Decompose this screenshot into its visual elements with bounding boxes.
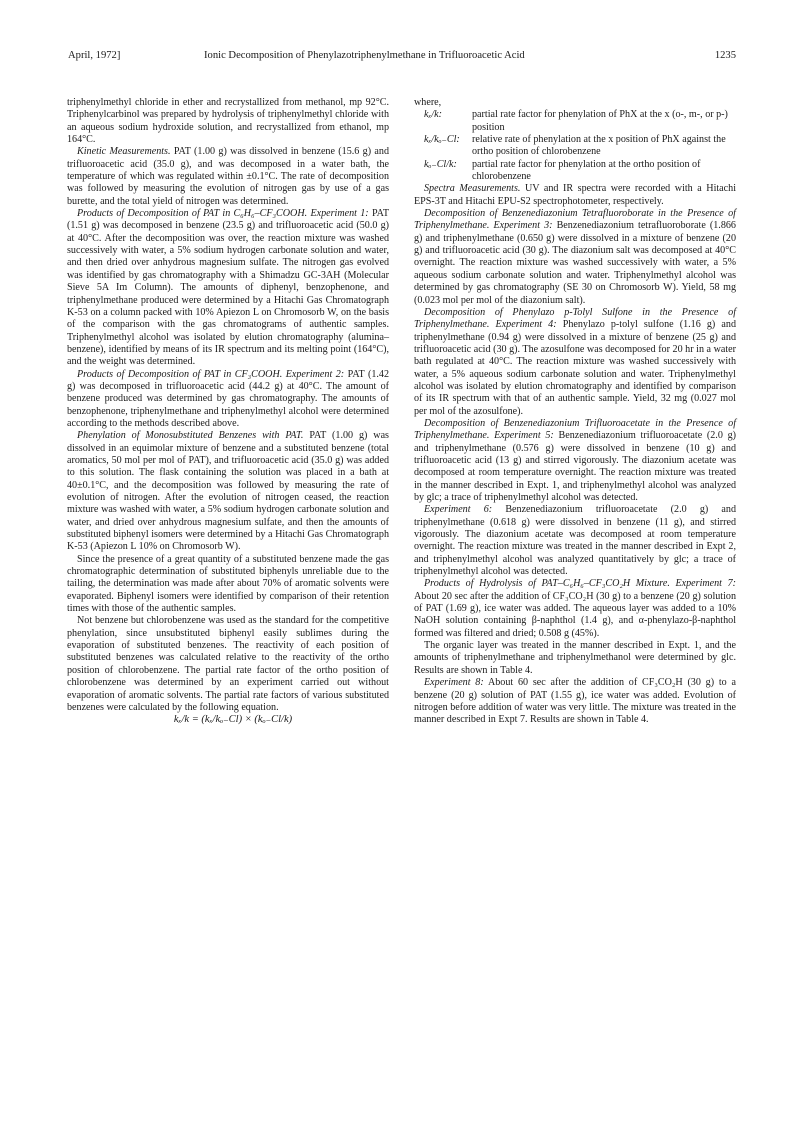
paragraph-text: The organic layer was treated in the manner described in Expt. 1, and the amounts of triphenylmethane and triphenylmethanol were determined by glc. Results are shown in Table 4.: [414, 640, 736, 676]
paragraph-experiment-3: [414, 208, 736, 307]
running-header: [68, 50, 736, 66]
paragraph-experiment-7: [414, 578, 736, 640]
paragraph-text: Benzenediazonium tetrafluoroborate (1.866 g) and triphenylmethane (0.650 g) were dissolved in a mixture of benzene (20 g) and trifluoroacetic acid (30 g). The diazonium salt was decomposed at 40°C overnight. The reaction mixture was washed successively with water, a 5% aqueous sodium carbonate solution and water. Triphenylmethyl alcohol was determined by gas chromatography (SE 30 on Chromosorb W). Yield, 58 mg (0.023 mol per mol of the diazonium salt).: [414, 220, 736, 306]
paragraph-text: Phenylazo p-tolyl sulfone (1.16 g) and triphenylmethane (0.94 g) were dissolved in a mixture of benzene (25 g) and trifluoroacetic acid (30 g). The azosulfone was decomposed for 20 hr in a water bath regulated at 40°C. The reaction mixture was washed successively with water, a 5% aqueous sodium carbonate solution and water. Triphenylmethyl alcohol was isolated by elution chromatography and identified by comparison of its IR spectrum with that of an authentic sample. Yield, 32 mg (0.027 mol per mol of the azosulfone).: [414, 319, 736, 417]
definition-row: [414, 109, 736, 134]
paragraph-text: Benzenediazonium trifluoroacetate (2.0 g) and triphenylmethane (0.618 g) were dissolved in benzene (11 g), and stirred vigorously. The diazonium acetate was decomposed at room temperature overnight. The reaction mixture was treated in the manner described in Expt 2, and triphenylmethyl alcohol was analyzed quantitatively by glc; a trace of triphenylmethyl alcohol was detected.: [414, 504, 736, 578]
header-title: Ionic Decomposition of Phenylazotriphenylmethane in Trifluoroacetic Acid: [204, 50, 525, 61]
paragraph: [67, 97, 389, 146]
definition-text: partial rate factor for phenylation at the ortho position of chlorobenzene: [472, 158, 701, 183]
section-heading: Spectra Measurements.: [424, 183, 521, 195]
section-heading: Kinetic Measurements.: [77, 146, 171, 158]
paragraph-spectra: [414, 183, 736, 208]
section-heading: Experiment 8:: [424, 677, 484, 689]
definition-text: partial rate factor for phenylation of PhX at the x (o-, m-, or p-) position: [472, 109, 728, 133]
paragraph-text: Not benzene but chlorobenzene was used as the standard for the competitive phenylation, since unsubstituted biphenyl easily sublimes during the evaporation of substituted benzenes. The reactivity of each position of substituted benzenes was calculated relative to the reactivity of the ortho position of chlorobenzene. The partial rate factor of the ortho position of chlorobenzene was determined by an experiment carried out without evaporation of aromatic solvents. The partial rate factors of various substituted benzenes were calculated by the following equation.: [67, 615, 389, 713]
where-label: where,: [414, 97, 442, 108]
paragraph-experiment-6: [414, 504, 736, 578]
section-heading: Decomposition of Benzenediazonium Tetrafluoroborate in the Presence of Triphenylmethane. Experiment 3:: [414, 208, 736, 232]
paragraph-kinetic: [67, 146, 389, 208]
section-heading: Products of Hydrolysis of PAT–C₆H₆–CF₃CO₂H Mixture. Experiment 7:: [424, 578, 736, 590]
definition-symbol: kₓ/kₒ₋Cl:: [424, 134, 460, 146]
definition-row: [414, 159, 736, 184]
section-heading: Products of Decomposition of PAT in C₆H₆–CF₃COOH. Experiment 1:: [77, 208, 369, 220]
paragraph-text: Benzenediazonium trifluoroacetate (2.0 g) and triphenylmethane (0.576 g) were dissolved in benzene (10 g) and trifluoroacetic acid (13 g) and stirred vigorously. The diazonium acetate was decomposed at room temperature overnight. The reaction mixture was treated in the manner described in Expt. 1, and triphenylmethyl alcohol was analyzed by glc; a trace of triphenylmethyl alcohol was detected.: [414, 430, 736, 503]
definition-symbol: kₒ₋Cl/k:: [424, 158, 457, 170]
paragraph-phenylation: [67, 430, 389, 553]
definition-text: relative rate of phenylation at the x position of PhX against the ortho position of chlorobenzene: [472, 134, 726, 158]
right-column: [414, 97, 736, 727]
paragraph-experiment-4: [414, 307, 736, 418]
paragraph-text: Since the presence of a great quantity of a substituted benzene made the gas chromatographic determination of substituted biphenyls unreliable due to the tailing, the determination was made after about 70% of aromatic solvents were evaporated. Biphenyl isomers were identified by comparison of their retention times with those of the authentic samples.: [67, 553, 389, 615]
paragraph-text: triphenylmethyl chloride in ether and recrystallized from methanol, mp 92°C. Triphenylcarbinol was prepared by hydrolysis of triphenylmethyl chloride with an aqueous sodium hydroxide solution, and recrystallized from ethanol, mp 164°C.: [67, 97, 389, 146]
paragraph-text: PAT (1.51 g) was decomposed in benzene (23.5 g) and trifluoroacetic acid (50.0 g) at 40°C. After the decomposition was over, the reaction mixture was washed successively with water, a 5% sodium hydrogen carbonate solution and water, and then dried over anhydrous magnesium sulfate. The nitrogen gas evolved was identified by gas chromatography with a Shimadzu GC-3AH (Molecular Sieve 5A Im Column). The amounts of diphenyl, benzophenone, and triphenylmethane produced were determined by a Hitachi Gas Chromatograph K-53 on a column packed with 10% Apiezon L on Chromosorb W, on the basis of the comparison with the gas chromatograms of authentic samples. Triphenylmethyl alcohol was isolated by elution chromatography (alumina–benzene), identified by means of its IR spectrum and its melting point (164°C), and the weight was determined.: [67, 208, 389, 368]
paragraph-experiment-1: [67, 208, 389, 368]
paragraph: [414, 640, 736, 677]
section-heading: Experiment 6:: [424, 504, 493, 516]
paragraph-text: PAT (1.00 g) was dissolved in an equimolar mixture of benzene and a substituted benzene (total aromatics, 50 mol per mol of PAT), and trifluoroacetic acid (35.0 g) was added to this solution. The flask containing the solution was placed in a bath at 40±0.1°C, and the decomposition was followed by measuring the rate of evolution of nitrogen. After the evolution of nitrogen ceased, the reaction mixture was washed with water, a 5% sodium hydrogen carbonate solution and water, and dried over anhydrous magnesium sulfate, and then the amounts of substituted biphenyl isomers were determined by a Hitachi Gas Chromatograph K-53 (Apiezon L 10% on Chromosorb W).: [67, 430, 389, 553]
section-heading: Decomposition of Phenylazo p-Tolyl Sulfone in the Presence of Triphenylmethane. Experiment 4:: [414, 306, 736, 331]
definition-list: [414, 109, 736, 183]
paragraph-text: About 60 sec after the addition of CF₃CO₂H (30 g) to a benzene (20 g) solution of PAT (1.55 g), ice water was added. Evolution of nitrogen before addition of water was very little. The mixture was treated in the manner described in Expt 7. Results are shown in Table 4.: [414, 677, 736, 726]
paragraph: [67, 554, 389, 616]
section-heading: Phenylation of Monosubstituted Benzenes with PAT.: [77, 430, 304, 442]
definition-symbol: kₓ/k:: [424, 109, 442, 121]
definition-row: [414, 134, 736, 159]
header-date: April, 1972]: [68, 50, 121, 61]
page-number: 1235: [714, 50, 736, 61]
paragraph-text: About 20 sec after the addition of CF₃CO₂H (30 g) to a benzene (20 g) solution of PAT (1.69 g), ice water was added. The aqueous layer was added to a 10% NaOH solution containing β-naphthol (1.4 g), and α-phenylazo-β-naphthol formed was filtered and dried; 0.508 g (45%).: [414, 590, 736, 639]
paragraph-text: UV and IR spectra were recorded with a Hitachi EPS-3T and Hitachi EPU-S2 spectrophotometer, respectively.: [414, 183, 736, 207]
paragraph-experiment-8: [414, 677, 736, 726]
paragraph: [67, 615, 389, 714]
paragraph-text: PAT (1.42 g) was decomposed in trifluoroacetic acid (44.2 g) at 40°C. The amount of benzene produced was determined by gas chromatography. The amounts of benzophenone, triphenylmethane and triphenylmethyl alcohol were determined according to the methods described above.: [67, 368, 389, 429]
equation: kₓ/k = (kₓ/kₒ₋Cl) × (kₒ₋Cl/k): [173, 714, 293, 726]
left-column: [67, 97, 389, 727]
paragraph-text: PAT (1.00 g) was dissolved in benzene (15.6 g) and trifluoroacetic acid (35.0 g), and was decomposed in a water bath, the temperature of which was regulated within ±0.1°C. The rate of decomposition was followed by measuring the evolution of nitrogen gas by use of a gas burette, and the total yield of nitrogen was determined.: [67, 146, 389, 207]
paragraph-experiment-2: [67, 369, 389, 431]
paragraph-experiment-5: [414, 418, 736, 504]
section-heading: Products of Decomposition of PAT in CF₃COOH. Experiment 2:: [77, 368, 345, 380]
section-heading: Decomposition of Benzenediazonium Trifluoroacetate in the Presence of Triphenylmethane. Experiment 5:: [414, 417, 736, 442]
